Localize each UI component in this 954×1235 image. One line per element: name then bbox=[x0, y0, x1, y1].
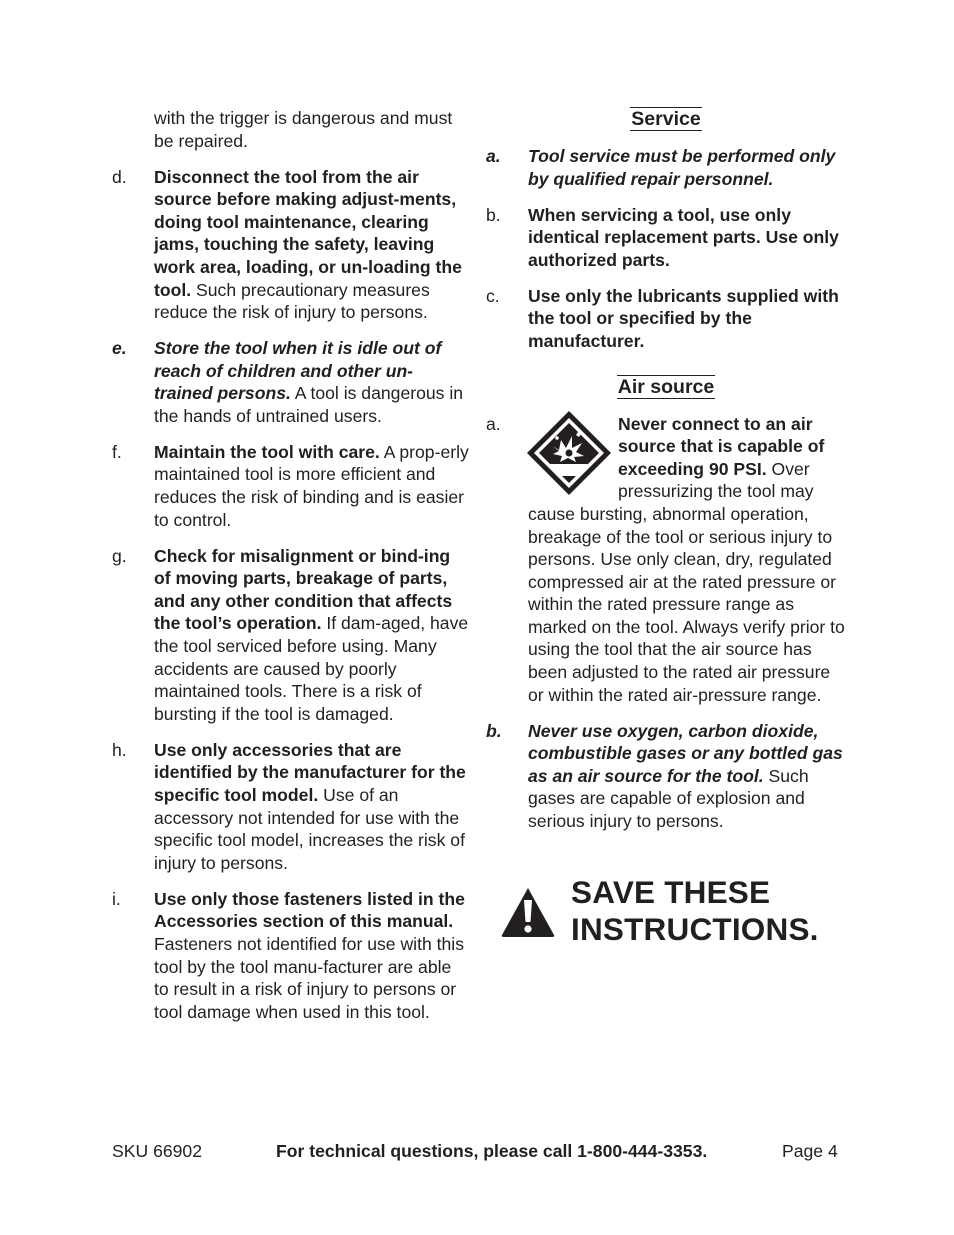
item-bold-text: Disconnect the tool from the air source before making adjust-ments, doing tool maintenance, clearing jams, touching the safety, leaving work area, loading, or un-loading the tool. bbox=[154, 166, 462, 300]
continued-text: with the trigger is dangerous and must be repaired. bbox=[154, 108, 453, 151]
service-item-a bbox=[486, 145, 846, 190]
item-bold-text: Use only those fasteners listed in the Accessories section of this manual. bbox=[154, 888, 465, 932]
item-marker: f. bbox=[112, 441, 122, 462]
item-bold-text: Never connect to an air source that is capable of exceeding 90 PSI. bbox=[618, 413, 825, 479]
item-text: Over pressurizing the tool may cause bursting, abnormal operation, breakage of the tool or serious injury to persons. Use only clean, dry, regulated compressed air at the rated pressure or within the rated pressure range as marked on the tool. Always verify prior to using the tool that the air source has been adjusted to the rated air pressure or within the rated air-pressure range. bbox=[528, 458, 845, 705]
item-marker: a. bbox=[486, 413, 501, 434]
list-item-f bbox=[112, 441, 470, 531]
service-item-b bbox=[486, 204, 846, 272]
list-item-g bbox=[112, 545, 470, 726]
item-bold-text: Maintain the tool with care. bbox=[154, 441, 380, 462]
item-marker: c. bbox=[486, 285, 500, 306]
item-marker: b. bbox=[486, 204, 501, 225]
item-bold-text: When servicing a tool, use only identical replacement parts. Use only authorized parts. bbox=[528, 204, 839, 270]
right-column bbox=[486, 107, 846, 846]
service-heading: Service bbox=[631, 108, 701, 130]
item-text: A tool is dangerous in the hands of untrained users. bbox=[154, 383, 464, 426]
save-instructions-banner bbox=[498, 874, 858, 954]
item-marker: i. bbox=[112, 888, 121, 909]
footer-sku: SKU 66902 bbox=[112, 1141, 202, 1161]
footer-phone: For technical questions, please call 1-800-444-3353. bbox=[276, 1141, 708, 1161]
item-text: Fasteners not identified for use with this tool by the tool manu-facturer are able to result in a risk of injury to persons or tool damage when used in this tool. bbox=[154, 933, 465, 1022]
item-text: Such precautionary measures reduce the risk of injury to persons. bbox=[154, 279, 430, 323]
item-bold-text: Never use oxygen, carbon dioxide, combustible gases or any bottled gas as an air source for the tool. bbox=[528, 720, 843, 786]
footer-page-number: Page 4 bbox=[782, 1141, 838, 1161]
air-source-item-b bbox=[486, 720, 846, 833]
save-instructions-text bbox=[571, 874, 819, 948]
list-item-e bbox=[112, 337, 470, 427]
item-bold-text: Tool service must be performed only by qualified repair personnel. bbox=[528, 146, 836, 189]
item-bold-text: Use only the lubricants supplied with the tool or specified by the manufacturer. bbox=[528, 285, 839, 351]
item-bold-text: Check for misalignment or bind-ing of moving parts, breakage of parts, and any other condition that affects the tool’s operation. bbox=[154, 545, 453, 634]
warning-triangle-icon bbox=[500, 886, 556, 938]
service-item-c bbox=[486, 285, 846, 353]
item-marker: b. bbox=[486, 720, 502, 741]
explosion-hazard-icon bbox=[526, 410, 612, 496]
item-bold-text: Store the tool when it is idle out of reach of children and other un-trained persons. bbox=[154, 338, 442, 404]
item-text: A prop-erly maintained tool is more efficient and reduces the risk of binding and is easier to control. bbox=[154, 441, 469, 530]
list-item-h bbox=[112, 739, 470, 875]
item-marker: e. bbox=[112, 338, 127, 359]
list-item-i bbox=[112, 888, 470, 1024]
save-line-2: INSTRUCTIONS. bbox=[571, 911, 819, 947]
item-marker: g. bbox=[112, 545, 127, 566]
item-marker: d. bbox=[112, 166, 127, 187]
item-marker: a. bbox=[486, 146, 501, 166]
item-text: If dam-aged, have the tool serviced before using. Many accidents are caused by poorly maintained tools. There is a risk of bursting if the tool is damaged. bbox=[154, 613, 469, 724]
item-bold-text: Use only accessories that are identified by the manufacturer for the specific tool model. bbox=[154, 739, 466, 805]
save-line-1: SAVE THESE bbox=[571, 874, 771, 910]
item-marker: h. bbox=[112, 739, 127, 760]
air-source-heading: Air source bbox=[617, 375, 715, 398]
left-column bbox=[112, 107, 470, 1037]
list-item-d bbox=[112, 166, 470, 324]
air-source-item-a bbox=[486, 413, 846, 707]
item-text: Such gases are capable of explosion and serious injury to persons. bbox=[528, 765, 809, 832]
item-text: Use of an accessory not intended for use with the specific tool model, increases the risk of injury to persons. bbox=[154, 784, 465, 873]
